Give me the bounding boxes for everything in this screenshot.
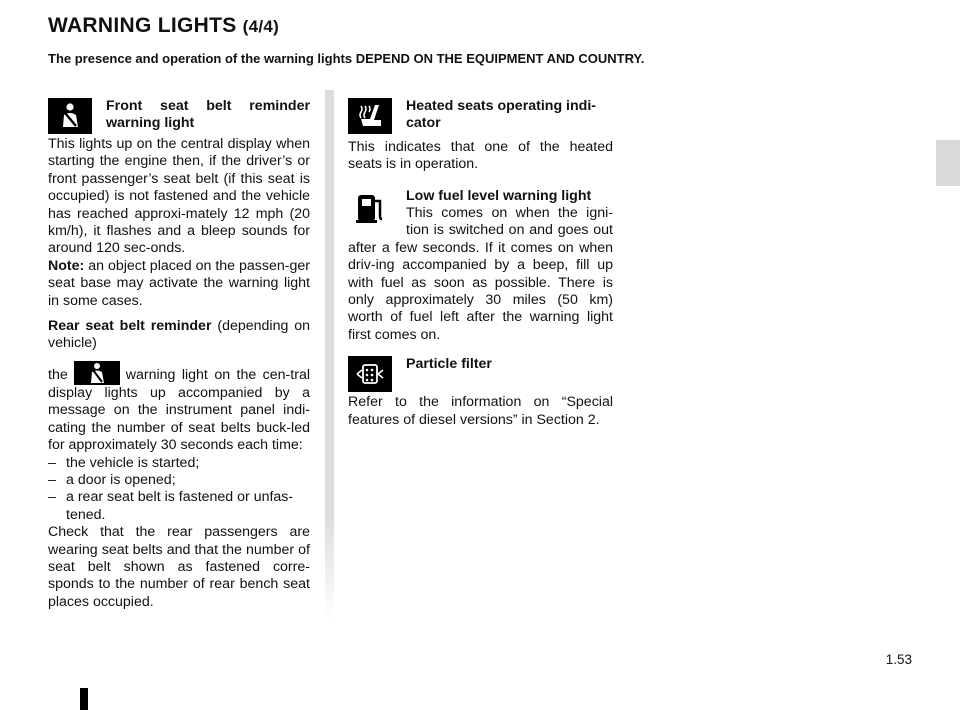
list-item: – a door is opened; xyxy=(48,472,310,489)
rear-belt-paragraph xyxy=(48,318,310,353)
particle-body: Refer to the information on “Special features of diesel versions” in Section 2. xyxy=(348,394,613,428)
heated-seat-icon xyxy=(348,98,392,134)
particle-filter-icon xyxy=(348,356,392,392)
closing-paragraph: Check that the rear passengers are wearing seat belts and that the number of seat belt shown as fastened corre-sponds to the number of rear bench seat places occupied. xyxy=(48,524,310,610)
list-item: – a rear seat belt is fastened or unfas-tened. xyxy=(48,489,310,524)
note-text: an object placed on the passen-ger seat base may activate the warning light in some cases. xyxy=(48,257,310,309)
front-belt-heading-line2: warning light xyxy=(106,115,195,132)
page-title: WARNING LIGHTS (4/4) xyxy=(48,14,280,37)
title-suffix: (4/4) xyxy=(242,17,280,36)
seatbelt-icon xyxy=(48,98,92,134)
particle-heading: Particle filter xyxy=(406,356,492,373)
left-column xyxy=(48,98,310,611)
heated-body: This indicates that one of the heated seats is in operation. xyxy=(348,138,613,173)
page-number: 1.53 xyxy=(885,652,912,667)
fuel-heading: Low fuel level warning light xyxy=(406,187,592,204)
rear-belt-suffix: (depending on vehicle) xyxy=(48,318,310,352)
rear-belt-heading: Rear seat belt reminder xyxy=(48,318,212,335)
page-subtitle: The presence and operation of the warning lights DEPEND ON THE EQUIPMENT AND COUNTRY. xyxy=(48,51,645,66)
heated-heading-line1: Heated seats operating indi- xyxy=(406,98,596,114)
corner-mark xyxy=(80,688,88,710)
right-column xyxy=(348,98,613,429)
rear-belt-description: the warning light on the cen-tral display lights up accompanied by a message on the instrument panel indi-cating the number of seat belts buck-led for approximately 30 seconds each time: xyxy=(48,361,310,455)
fuel-pump-icon xyxy=(348,188,392,228)
section-tab xyxy=(936,140,960,186)
front-belt-heading-line1: Front seat belt reminder xyxy=(106,98,310,114)
note-label: Note: xyxy=(48,257,85,274)
column-divider xyxy=(325,90,334,620)
front-belt-body: This lights up on the central display when starting the engine then, if the driver’s or front passenger’s seat belt (if this seat is occupied) is not fastened and the vehicle has reached approxi-mately 12 mph (20 km/h), it flashes and a bleep sounds for around 120 sec-onds. xyxy=(48,136,310,257)
heated-heading-line2: cator xyxy=(406,115,441,132)
seatbelt-icon-inline xyxy=(74,361,120,385)
note-paragraph xyxy=(48,258,310,310)
list-item: – the vehicle is started; xyxy=(48,455,310,472)
trigger-list xyxy=(48,455,310,525)
fuel-body: This comes on when the igni-tion is switched on and goes out after a few seconds. If it comes on when driv-ing accompanied by a beep, fill up with fuel as soon as possible. There is only approximately 30 miles (50 km) worth of fuel left after the warning light first comes on. xyxy=(348,205,613,343)
